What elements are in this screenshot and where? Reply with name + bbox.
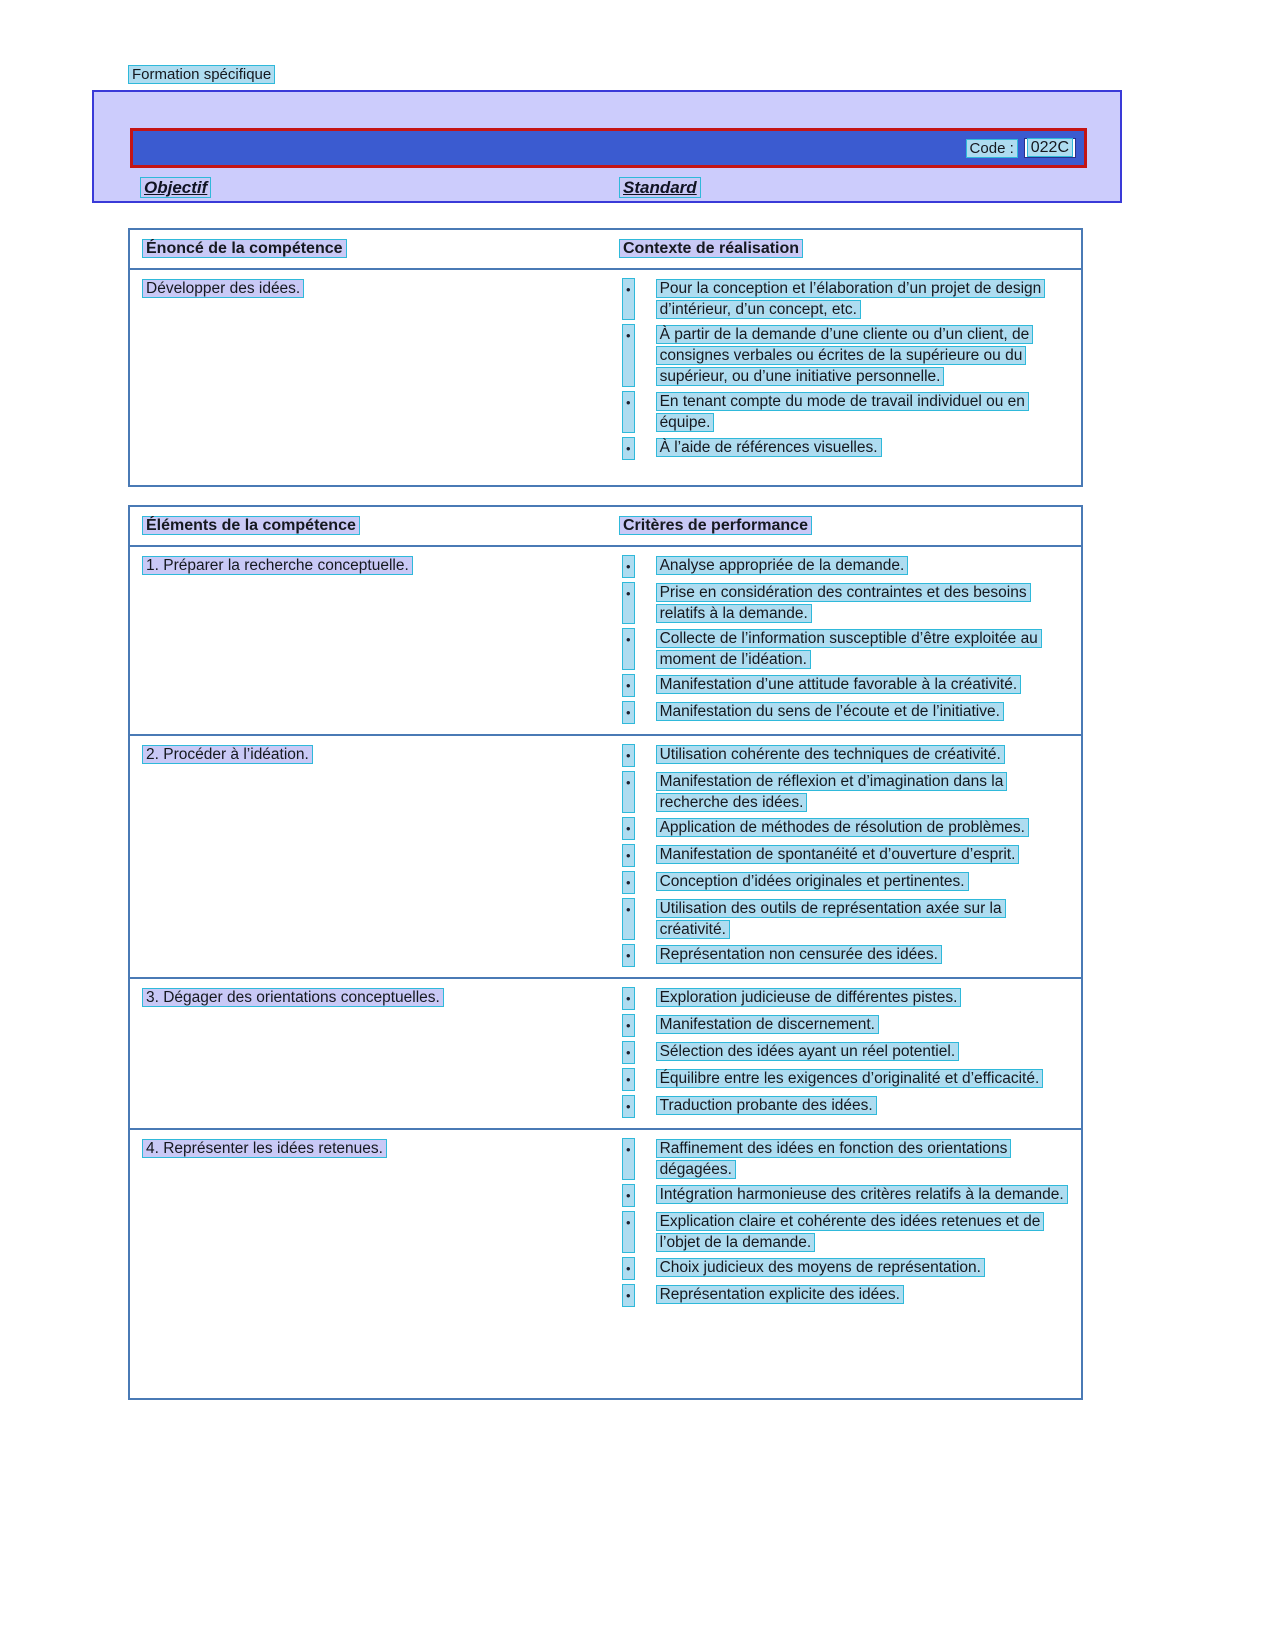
code-value-box [1024,138,1076,158]
bullet-icon: • [622,1211,635,1253]
element-cell [130,555,619,724]
list-item [619,628,1069,670]
bullet-text: Manifestation de discernement. [656,1014,1069,1037]
bullet-icon: • [622,391,635,433]
bullet-text: Analyse appropriée de la demande. [656,555,1069,578]
bullet-icon: • [622,582,635,624]
list-item [619,871,1069,894]
table-row [130,547,1081,734]
list-item [619,744,1069,767]
bullet-text: Application de méthodes de résolution de problèmes. [656,817,1069,840]
element-cell [130,987,619,1118]
table1-header-right-cell [619,238,1081,259]
list-item [619,324,1069,387]
element-text: 3. Dégager des orientations conceptuelles. [142,988,444,1007]
table2-header-right-cell [619,515,1081,536]
bullet-icon: • [622,1095,635,1118]
formation-specifique-label [128,66,275,83]
title-banner-box [92,90,1122,203]
list-item [619,944,1069,967]
bullet-icon: • [622,1014,635,1037]
bullet-icon: • [622,771,635,813]
bullet-icon: • [622,817,635,840]
element-cell [130,1138,619,1307]
list-item [619,701,1069,724]
element-text: 2. Procéder à l’idéation. [142,745,313,764]
list-item [619,1284,1069,1307]
table2-header-row [130,507,1081,547]
criteres-cell [619,987,1081,1118]
table1-header-row [130,230,1081,270]
bullet-text: Prise en considération des contraintes et des besoins relatifs à la demande. [656,582,1069,624]
competence-cell [130,278,619,460]
list-item [619,1041,1069,1064]
bullet-text: À partir de la demande d’une cliente ou d’un client, de consignes verbales ou écrites de la supérieure ou du supérieur, ou d’une initiative personnelle. [656,324,1069,387]
table-row [130,734,1081,977]
list-item [619,1068,1069,1091]
bullet-icon: • [622,987,635,1010]
contexte-cell [619,278,1081,460]
bullet-text: Exploration judicieuse de différentes pistes. [656,987,1069,1010]
list-item [619,437,1069,460]
bullet-icon: • [622,844,635,867]
list-item [619,987,1069,1010]
table1-header-left-cell [130,238,619,259]
bullet-text: Représentation non censurée des idées. [656,944,1069,967]
bullet-icon: • [622,701,635,724]
bullet-icon: • [622,1184,635,1207]
bullet-icon: • [622,944,635,967]
bullet-text: Sélection des idées ayant un réel potentiel. [656,1041,1069,1064]
bullet-text: Manifestation du sens de l’écoute et de l’initiative. [656,701,1069,724]
bullet-text: Intégration harmonieuse des critères relatifs à la demande. [656,1184,1069,1207]
list-item [619,844,1069,867]
element-text: 4. Représenter les idées retenues. [142,1139,387,1158]
list-item [619,582,1069,624]
bullet-text: Collecte de l’information susceptible d’être exploitée au moment de l’idéation. [656,628,1069,670]
bullet-text: En tenant compte du mode de travail individuel ou en équipe. [656,391,1069,433]
bullet-icon: • [622,555,635,578]
bullet-icon: • [622,324,635,387]
bullet-icon: • [622,628,635,670]
elements-criteres-table [128,505,1083,1400]
contexte-header: Contexte de réalisation [619,239,803,258]
objectif-label: Objectif [140,178,211,198]
standard-label: Standard [619,178,701,198]
list-item [619,771,1069,813]
element-cell [130,744,619,967]
bullet-icon: • [622,278,635,320]
list-item [619,391,1069,433]
objectif-standard-row [94,174,1120,198]
bullet-icon: • [622,437,635,460]
bullet-icon: • [622,1068,635,1091]
bullet-text: Traduction probante des idées. [656,1095,1069,1118]
bullet-text: Manifestation de réflexion et d’imagination dans la recherche des idées. [656,771,1069,813]
list-item [619,817,1069,840]
bullet-text: Utilisation cohérente des techniques de créativité. [656,744,1069,767]
elements-header: Éléments de la compétence [142,516,360,535]
enonce-header: Énoncé de la compétence [142,239,347,258]
bullet-icon: • [622,674,635,697]
bullet-text: Manifestation d’une attitude favorable à la créativité. [656,674,1069,697]
bullet-text: Choix judicieux des moyens de représentation. [656,1257,1069,1280]
bullet-icon: • [622,871,635,894]
table-row [130,270,1081,470]
list-item [619,1211,1069,1253]
list-item [619,1138,1069,1180]
bullet-text: Représentation explicite des idées. [656,1284,1069,1307]
list-item [619,1184,1069,1207]
criteres-cell [619,744,1081,967]
bullet-icon: • [622,744,635,767]
formation-specifique-text: Formation spécifique [128,65,275,84]
criteres-header: Critères de performance [619,516,812,535]
list-item [619,1257,1069,1280]
enonce-contexte-table [128,228,1083,487]
bullet-text: Raffinement des idées en fonction des orientations dégagées. [656,1138,1069,1180]
competence-text: Développer des idées. [142,279,304,298]
element-text: 1. Préparer la recherche conceptuelle. [142,556,413,575]
list-item [619,1014,1069,1037]
list-item [619,674,1069,697]
list-item [619,278,1069,320]
bullet-text: Conception d’idées originales et pertinentes. [656,871,1069,894]
bullet-text: Équilibre entre les exigences d’originalité et d’efficacité. [656,1068,1069,1091]
bullet-icon: • [622,1257,635,1280]
bullet-icon: • [622,1138,635,1180]
bullet-text: À l’aide de références visuelles. [656,437,1069,460]
code-value: 022C [1027,138,1073,157]
bullet-text: Utilisation des outils de représentation axée sur la créativité. [656,898,1069,940]
list-item [619,898,1069,940]
list-item [619,1095,1069,1118]
bullet-text: Pour la conception et l’élaboration d’un projet de design d’intérieur, d’un concept, etc. [656,278,1069,320]
bullet-text: Manifestation de spontanéité et d’ouverture d’esprit. [656,844,1069,867]
table-row [130,1128,1081,1317]
criteres-cell [619,1138,1081,1307]
bullet-text: Explication claire et cohérente des idées retenues et de l’objet de la demande. [656,1211,1069,1253]
competency-title-bar [130,128,1087,168]
code-label: Code : [966,139,1018,158]
criteres-cell [619,555,1081,724]
bullet-icon: • [622,1284,635,1307]
table2-header-left-cell [130,515,619,536]
bullet-icon: • [622,1041,635,1064]
list-item [619,555,1069,578]
table-row [130,977,1081,1128]
bullet-icon: • [622,898,635,940]
